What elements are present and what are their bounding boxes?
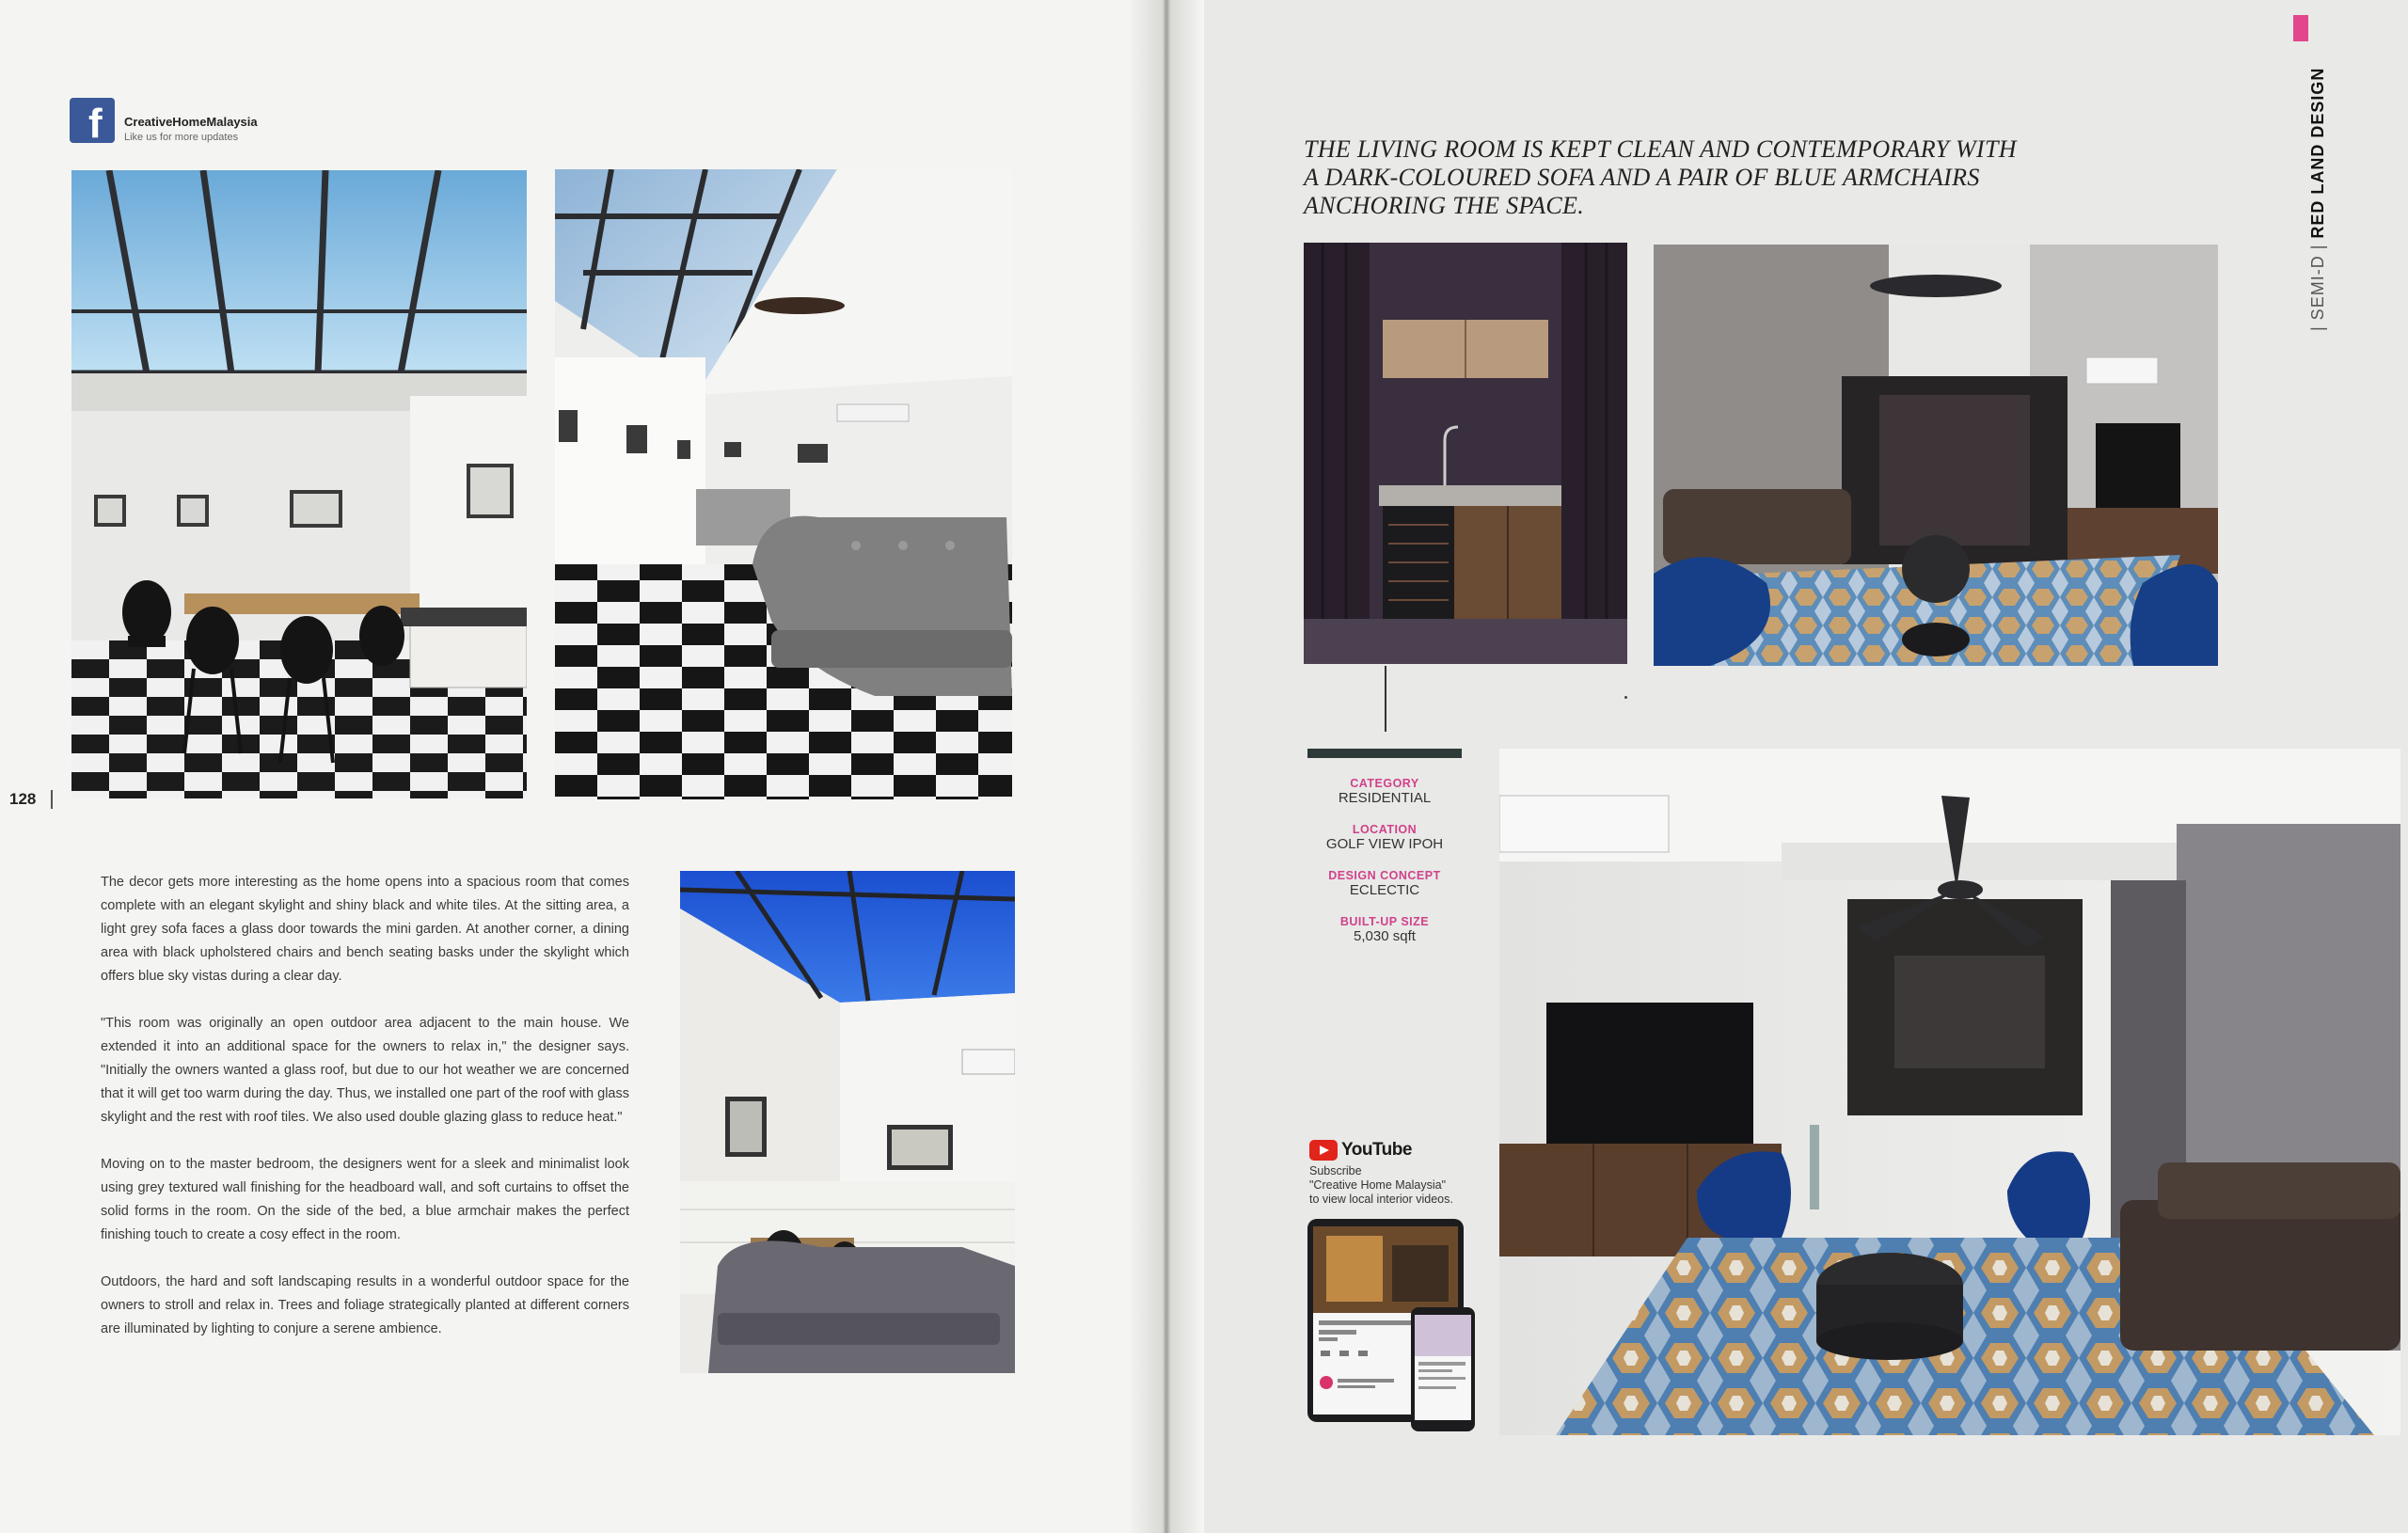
facebook-icon[interactable]: f	[70, 98, 115, 143]
section-accent-bar	[2293, 15, 2308, 41]
facebook-tagline: Like us for more updates	[124, 132, 239, 143]
info-label: BUILT-UP SIZE	[1339, 915, 1430, 928]
info-value: RESIDENTIAL	[1338, 790, 1432, 806]
youtube-wordmark: YouTube	[1341, 1140, 1412, 1160]
photo-dining-skylight	[71, 170, 527, 798]
page-number: 128	[9, 790, 37, 808]
info-item	[1307, 823, 1462, 852]
section-label: | SEMI-D | RED LAND DESIGN	[2274, 49, 2312, 340]
left-page	[0, 0, 1159, 1533]
photo-living-room-main	[1499, 749, 2400, 1435]
info-item	[1307, 915, 1462, 944]
info-label: LOCATION	[1352, 823, 1418, 836]
info-label: DESIGN CONCEPT	[1328, 869, 1441, 882]
photo-sitting-area	[555, 169, 1012, 799]
info-bar	[1307, 749, 1462, 758]
caption-line	[1385, 666, 1386, 732]
info-value: 5,030 sqft	[1354, 928, 1416, 944]
youtube-play-icon[interactable]	[1309, 1140, 1338, 1161]
article-body	[101, 871, 629, 1365]
device-mockup	[1307, 1217, 1479, 1433]
youtube-subscribe-text: Subscribe "Creative Home Malaysia" to view local interior videos.	[1309, 1164, 1453, 1206]
info-value: ECLECTIC	[1349, 882, 1420, 898]
section-category: SEMI-D	[2308, 255, 2327, 321]
info-item	[1307, 777, 1462, 806]
youtube-promo[interactable]	[1309, 1140, 1469, 1207]
info-value: GOLF VIEW IPOH	[1325, 836, 1444, 852]
body-paragraph: Moving on to the master bedroom, the designers went for a sleek and minimalist look using grey textured wall finishing for the headboard wall, and soft curtains to offset the solid forms in the room. On the side of the bed, a blue armchair makes the perfect finishing touch to create a cosy effect in the room.	[101, 1157, 629, 1242]
body-paragraph: The decor gets more interesting as the home opens into a spacious room that comes complete with an elegant skylight and shiny black and white tiles. At the sitting area, a light grey sofa faces a glass door towards the mini garden. At another corner, a dining area with black upholstered chairs and bench seating basks under the skylight which offers blue sky vistas during a clear day.	[101, 875, 629, 984]
info-label: CATEGORY	[1350, 777, 1419, 790]
info-item	[1307, 869, 1462, 898]
body-paragraph: Outdoors, the hard and soft landscaping results in a wonderful outdoor space for the owners to stroll and relax in. Trees and foliage strategically planted at different corners are illuminated by lighting to conjure a serene ambience.	[101, 1274, 629, 1336]
section-firm: RED LAND DESIGN	[2308, 67, 2327, 239]
facebook-page-name[interactable]: CreativeHomeMalaysia	[124, 115, 258, 129]
project-info	[1307, 777, 1462, 961]
photo-living-room-wide	[1654, 245, 2218, 666]
photo-wet-bar	[1304, 243, 1627, 664]
photo-skylight-night	[680, 871, 1015, 1373]
pull-quote: THE LIVING ROOM IS KEPT CLEAN AND CONTEMPORARY WITH A DARK-COLOURED SOFA AND A PAIR OF BLUE ARMCHAIRS ANCHORING THE SPACE.	[1304, 135, 2017, 219]
body-paragraph: "This room was originally an open outdoor area adjacent to the main house. We extended it into an additional space for the owners to relax in," the designer says. "Initially the owners wanted a glass roof, but due to our hot weather we are concerned that it will get too warm during the day. Thus, we installed one part of the roof with glass skylight and the rest with roof tiles. We also used double glazing glass to reduce heat."	[101, 1016, 629, 1125]
page-number-divider	[51, 790, 53, 809]
print-speck	[1624, 696, 1627, 699]
